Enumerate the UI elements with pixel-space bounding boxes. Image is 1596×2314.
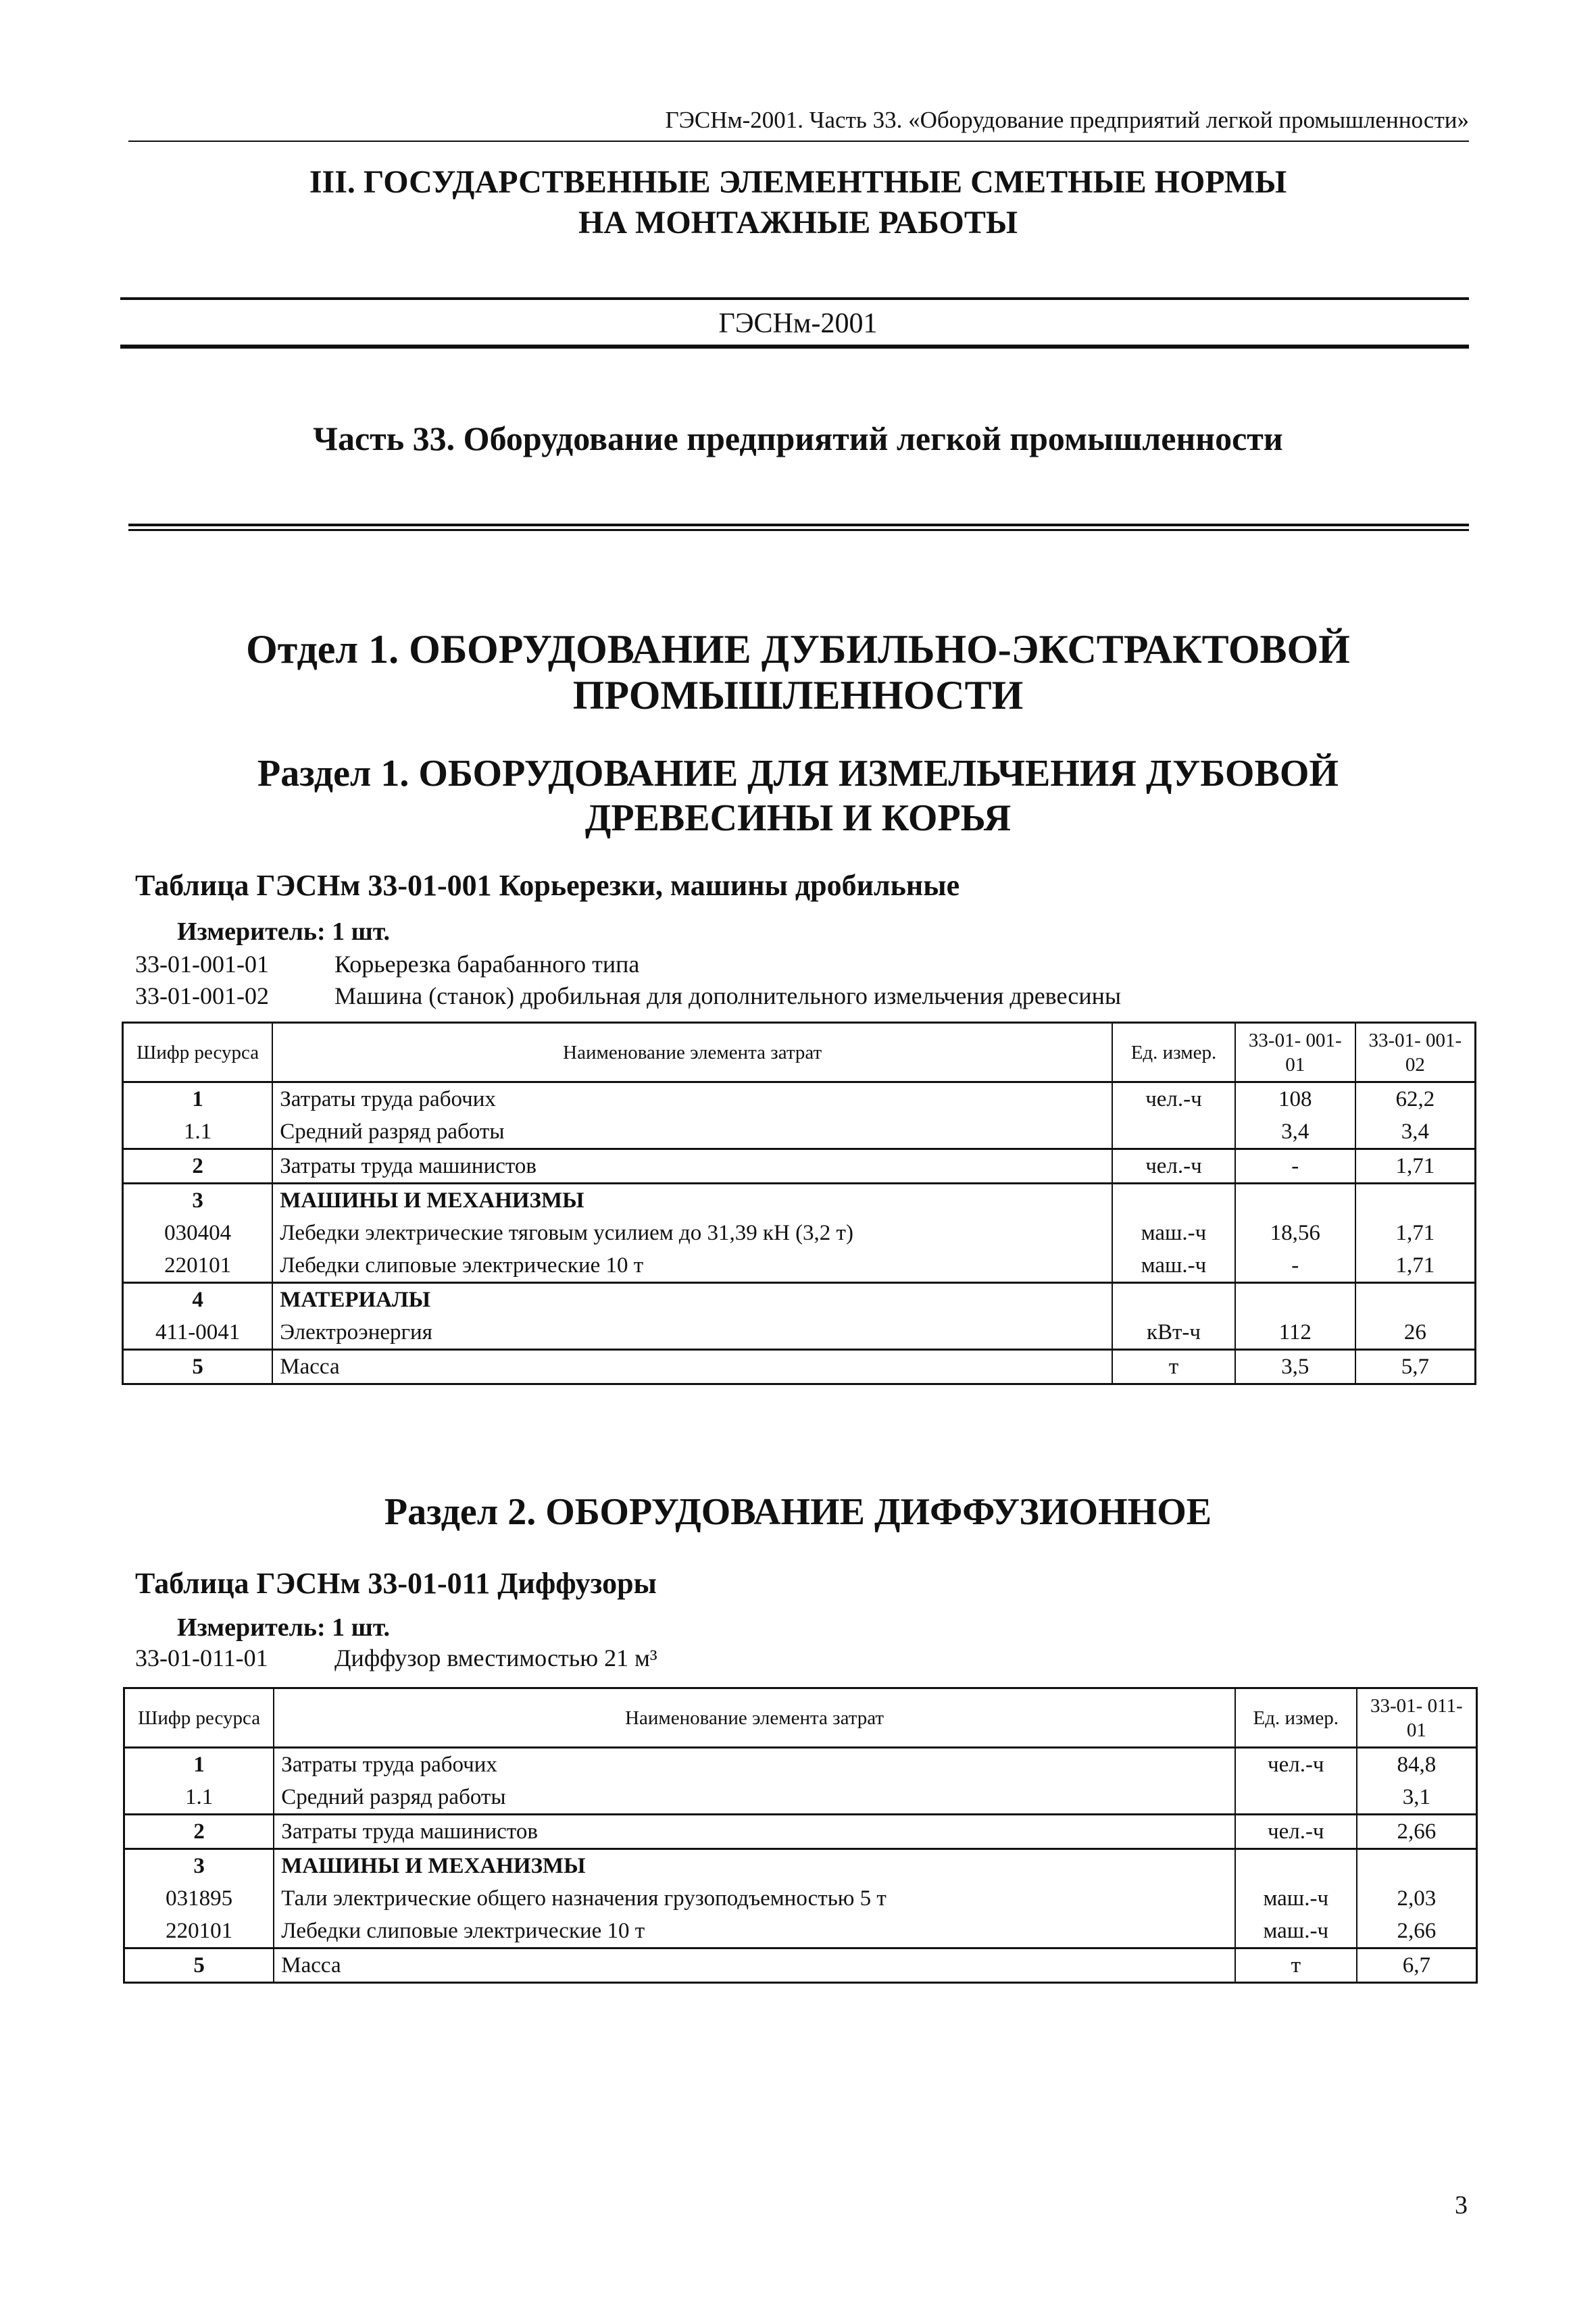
header-rule: [128, 141, 1469, 142]
cell-code: 411-0041: [123, 1316, 273, 1350]
collection-rule-top: [120, 297, 1469, 300]
cell-code: 5: [124, 1948, 274, 1983]
cell-unit: [1112, 1115, 1235, 1149]
cell-code: 1.1: [123, 1115, 273, 1149]
header-code: Шифр ресурса: [123, 1023, 273, 1082]
section-title: [0, 162, 1596, 243]
cell-name: Средний разряд работы: [274, 1781, 1235, 1815]
cell-unit: т: [1235, 1948, 1357, 1983]
cell-value-1: 2,03: [1357, 1882, 1477, 1915]
cell-value-1: 108: [1235, 1082, 1355, 1116]
razdel1-title-line1: Раздел 1. ОБОРУДОВАНИЕ ДЛЯ ИЗМЕЛЬЧЕНИЯ ДУБОВОЙ: [257, 753, 1339, 795]
cell-code: 1: [123, 1082, 273, 1116]
razdel2-title: Раздел 2. ОБОРУДОВАНИЕ ДИФФУЗИОННОЕ: [384, 1491, 1212, 1533]
cell-name: Затраты труда рабочих: [272, 1082, 1112, 1116]
cell-code: 2: [123, 1149, 273, 1184]
item-name: Диффузор вместимостью 21 м³: [334, 1644, 657, 1671]
cell-name: Средний разряд работы: [272, 1115, 1112, 1149]
cell-unit: чел.-ч: [1235, 1815, 1357, 1849]
item-code: 33-01-001-01: [135, 951, 269, 978]
cell-code: 2: [124, 1815, 274, 1849]
table-row: [123, 1082, 1476, 1116]
collection-rule-bottom: [120, 345, 1469, 349]
cell-code: 4: [123, 1283, 273, 1317]
cell-code: 1: [124, 1748, 274, 1782]
cell-code: 1.1: [124, 1781, 274, 1815]
cell-value-1: 6,7: [1357, 1948, 1477, 1983]
cell-value-1: 112: [1235, 1316, 1355, 1350]
cell-unit: кВт-ч: [1112, 1316, 1235, 1350]
cell-value-2: 26: [1355, 1316, 1476, 1350]
table-row: [124, 1849, 1477, 1883]
cell-value-1: [1235, 1283, 1355, 1317]
table-row: [123, 1283, 1476, 1317]
collection-code: ГЭСНм-2001: [718, 308, 878, 339]
table-row: [123, 1115, 1476, 1149]
table-row: [123, 1249, 1476, 1283]
page-number: 3: [1455, 2191, 1468, 2219]
table2-title: Таблица ГЭСНм 33-01-011 Диффузоры: [135, 1567, 657, 1600]
cell-value-1: -: [1235, 1149, 1355, 1184]
cell-name: Лебедки электрические тяговым усилием до 31,39 кН (3,2 т): [272, 1217, 1112, 1249]
cell-value-1: 2,66: [1357, 1815, 1477, 1849]
part-rule-bottom: [128, 529, 1469, 531]
cell-value-1: 2,66: [1357, 1915, 1477, 1948]
cell-unit: чел.-ч: [1235, 1748, 1357, 1782]
cell-code: 5: [123, 1350, 273, 1384]
table-row: [124, 1915, 1477, 1948]
cell-value-2: 1,71: [1355, 1217, 1476, 1249]
cell-value-1: 3,1: [1357, 1781, 1477, 1815]
table-row: [124, 1948, 1477, 1983]
cell-code: 220101: [123, 1249, 273, 1283]
cell-value-1: 84,8: [1357, 1748, 1477, 1782]
cell-name: Затраты труда машинистов: [274, 1815, 1235, 1849]
cell-unit: чел.-ч: [1112, 1149, 1235, 1184]
table-row: [123, 1217, 1476, 1249]
part-title: Часть 33. Оборудование предприятий легкой промышленности: [313, 420, 1283, 457]
running-header: ГЭСНм-2001. Часть 33. «Оборудование предприятий легкой промышленности»: [665, 107, 1469, 133]
cell-name: Затраты труда машинистов: [272, 1149, 1112, 1184]
cell-name: Затраты труда рабочих: [274, 1748, 1235, 1782]
cell-unit: [1112, 1283, 1235, 1317]
part-rule-top: [128, 524, 1469, 526]
cell-name: Тали электрические общего назначения грузоподъемностью 5 т: [274, 1882, 1235, 1915]
razdel1-title: [0, 751, 1596, 840]
cell-code: 3: [124, 1849, 274, 1883]
cell-value-2: 1,71: [1355, 1149, 1476, 1184]
cell-code: 220101: [124, 1915, 274, 1948]
otdel-title: [0, 626, 1596, 718]
table-row: [123, 1316, 1476, 1350]
cell-value-1: [1357, 1849, 1477, 1883]
cell-unit: [1235, 1781, 1357, 1815]
table1-item: [135, 982, 1121, 1010]
header-col1: 33-01- 001-01: [1235, 1023, 1355, 1082]
table1-title: Таблица ГЭСНм 33-01-001 Корьерезки, машины дробильные: [135, 869, 960, 902]
cell-name: МАТЕРИАЛЫ: [272, 1283, 1112, 1317]
cell-value-2: [1355, 1184, 1476, 1217]
cell-unit: т: [1112, 1350, 1235, 1384]
header-unit: Ед. измер.: [1235, 1688, 1357, 1748]
item-code: 33-01-001-02: [135, 982, 269, 1009]
cell-name: Масса: [274, 1948, 1235, 1983]
cell-name: Электроэнергия: [272, 1316, 1112, 1350]
cell-unit: маш.-ч: [1235, 1882, 1357, 1915]
table1-item: [135, 950, 639, 978]
razdel1-title-line2: ДРЕВЕСИНЫ И КОРЬЯ: [584, 797, 1012, 839]
header-name: Наименование элемента затрат: [274, 1688, 1235, 1748]
cell-value-1: 3,5: [1235, 1350, 1355, 1384]
cell-unit: маш.-ч: [1112, 1217, 1235, 1249]
table2-item: [135, 1644, 657, 1672]
cell-value-1: [1235, 1184, 1355, 1217]
table-row: [123, 1184, 1476, 1217]
table2-measure: Измеритель: 1 шт.: [177, 1613, 391, 1642]
cell-unit: чел.-ч: [1112, 1082, 1235, 1116]
cell-unit: [1112, 1184, 1235, 1217]
cell-code: 030404: [123, 1217, 273, 1249]
header-col2: 33-01- 001-02: [1355, 1023, 1476, 1082]
cell-value-2: 3,4: [1355, 1115, 1476, 1149]
table-row: [124, 1882, 1477, 1915]
cell-name: Масса: [272, 1350, 1112, 1384]
cell-unit: маш.-ч: [1112, 1249, 1235, 1283]
item-code: 33-01-011-01: [135, 1644, 268, 1671]
table-row: [124, 1748, 1477, 1782]
table-row: [124, 1781, 1477, 1815]
cell-name: Лебедки слиповые электрические 10 т: [272, 1249, 1112, 1283]
cell-code: 031895: [124, 1882, 274, 1915]
cell-value-1: 3,4: [1235, 1115, 1355, 1149]
header-unit: Ед. измер.: [1112, 1023, 1235, 1082]
cell-value-2: 62,2: [1355, 1082, 1476, 1116]
cell-unit: [1235, 1849, 1357, 1883]
header-code: Шифр ресурса: [124, 1688, 274, 1748]
cell-code: 3: [123, 1184, 273, 1217]
cell-value-2: 1,71: [1355, 1249, 1476, 1283]
item-name: Машина (станок) дробильная для дополнительного измельчения древесины: [334, 982, 1122, 1009]
table1-measure: Измеритель: 1 шт.: [177, 917, 391, 946]
section-title-line2: НА МОНТАЖНЫЕ РАБОТЫ: [578, 205, 1018, 241]
cell-name: Лебедки слиповые электрические 10 т: [274, 1915, 1235, 1948]
cell-unit: маш.-ч: [1235, 1915, 1357, 1948]
header-name: Наименование элемента затрат: [272, 1023, 1112, 1082]
norm-table-1: [122, 1022, 1476, 1385]
cell-name: МАШИНЫ И МЕХАНИЗМЫ: [274, 1849, 1235, 1883]
otdel-title-line1: Отдел 1. ОБОРУДОВАНИЕ ДУБИЛЬНО-ЭКСТРАКТОВОЙ: [246, 627, 1350, 672]
table-row: [123, 1149, 1476, 1184]
section-title-line1: III. ГОСУДАРСТВЕННЫЕ ЭЛЕМЕНТНЫЕ СМЕТНЫЕ НОРМЫ: [309, 164, 1287, 200]
cell-name: МАШИНЫ И МЕХАНИЗМЫ: [272, 1184, 1112, 1217]
table-row: [124, 1815, 1477, 1849]
norm-table-2: [123, 1687, 1478, 1984]
cell-value-2: [1355, 1283, 1476, 1317]
header-col1: 33-01- 011-01: [1357, 1688, 1477, 1748]
cell-value-1: 18,56: [1235, 1217, 1355, 1249]
cell-value-1: -: [1235, 1249, 1355, 1283]
item-name: Корьерезка барабанного типа: [334, 951, 640, 978]
otdel-title-line2: ПРОМЫШЛЕННОСТИ: [572, 673, 1024, 718]
cell-value-2: 5,7: [1355, 1350, 1476, 1384]
table-row: [123, 1350, 1476, 1384]
